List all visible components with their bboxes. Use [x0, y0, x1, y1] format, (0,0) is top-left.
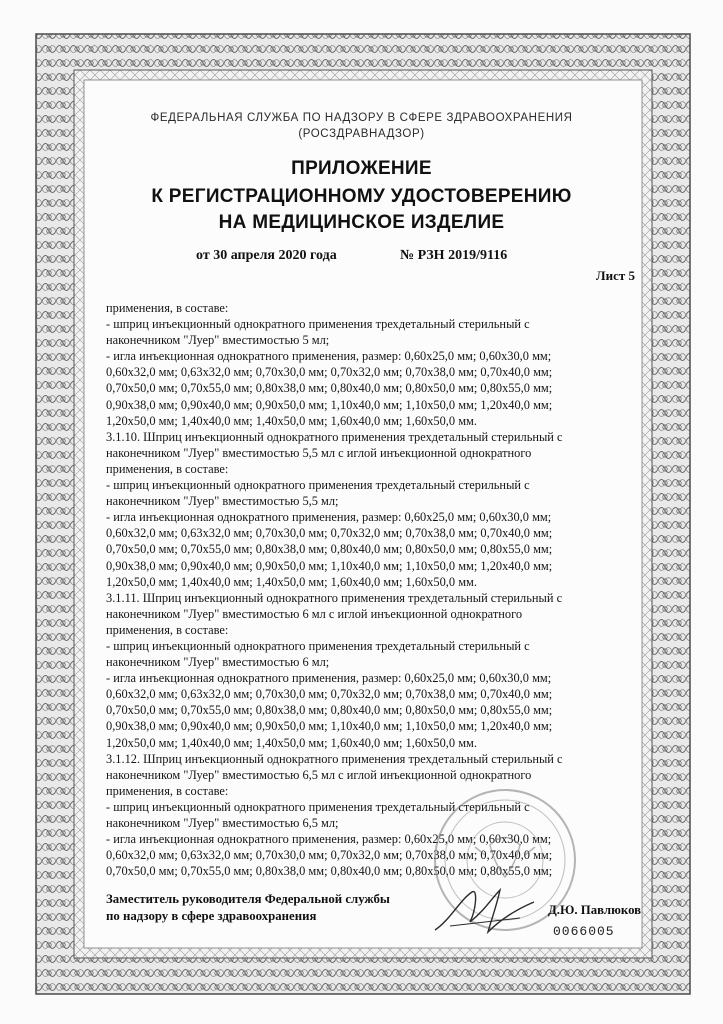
body-line: - шприц инъекционный однократного применения трехдетальный стерильный с	[106, 478, 530, 493]
body-line: 3.1.12. Шприц инъекционный однократного применения трехдетальный стерильный с	[106, 751, 563, 766]
signer-title-line2: по надзору в сфере здравоохранения	[106, 909, 317, 923]
signer-title	[106, 891, 390, 925]
body-line: наконечником "Луер" вместимостью 5 мл;	[106, 333, 330, 348]
body-line: наконечником "Луер" вместимостью 5,5 мл;	[106, 494, 339, 509]
body-line: 3.1.11. Шприц инъекционный однократного применения трехдетальный стерильный с	[106, 590, 563, 605]
body-line: 0,60х32,0 мм; 0,63х32,0 мм; 0,70х30,0 мм; 0,70х32,0 мм; 0,70х38,0 мм; 0,70х40,0 мм;	[106, 687, 553, 702]
body-line: наконечником "Луер" вместимостью 6 мл;	[106, 655, 330, 670]
body-line: наконечником "Луер" вместимостью 5,5 мл с иглой инъекционной однократного	[106, 445, 532, 460]
body-line: 0,70х50,0 мм; 0,70х55,0 мм; 0,80х38,0 мм; 0,80х40,0 мм; 0,80х50,0 мм; 0,80х55,0 мм;	[106, 381, 553, 396]
body-line: 3.1.10. Шприц инъекционный однократного применения трехдетальный стерильный с	[106, 429, 563, 444]
body-line: 0,60х32,0 мм; 0,63х32,0 мм; 0,70х30,0 мм; 0,70х32,0 мм; 0,70х38,0 мм; 0,70х40,0 мм;	[106, 365, 553, 380]
body-line: 1,20х50,0 мм; 1,40х40,0 мм; 1,40х50,0 мм; 1,60х40,0 мм; 1,60х50,0 мм.	[106, 574, 477, 589]
form-serial-number: 0066005	[553, 924, 615, 939]
issue-date: от 30 апреля 2020 года	[196, 248, 337, 263]
body-line: 0,70х50,0 мм; 0,70х55,0 мм; 0,80х38,0 мм; 0,80х40,0 мм; 0,80х50,0 мм; 0,80х55,0 мм;	[106, 864, 553, 879]
body-line: наконечником "Луер" вместимостью 6,5 мл;	[106, 816, 339, 830]
body-line: 0,90х38,0 мм; 0,90х40,0 мм; 0,90х50,0 мм; 1,10х40,0 мм; 1,10х50,0 мм; 1,20х40,0 мм;	[106, 719, 553, 734]
document-subtitle-1: К РЕГИСТРАЦИОННОМУ УДОСТОВЕРЕНИЮ	[151, 186, 572, 207]
agency-short-name: (РОСЗДРАВНАДЗОР)	[298, 128, 425, 140]
body-line: наконечником "Луер" вместимостью 6 мл с иглой инъекционной однократного	[106, 606, 523, 621]
body-line: применения, в составе:	[106, 301, 229, 315]
body-line: применения, в составе:	[106, 783, 229, 798]
body-line: - игла инъекционная однократного применения, размер: 0,60х25,0 мм; 0,60х30,0 мм;	[106, 510, 552, 525]
document-title: ПРИЛОЖЕНИЕ	[291, 158, 432, 179]
signature-icon	[430, 880, 540, 940]
body-line: 1,20х50,0 мм; 1,40х40,0 мм; 1,40х50,0 мм; 1,60х40,0 мм; 1,60х50,0 мм.	[106, 735, 477, 750]
body-line: применения, в составе:	[106, 461, 229, 476]
agency-name: ФЕДЕРАЛЬНАЯ СЛУЖБА ПО НАДЗОРУ В СФЕРЕ ЗДРАВООХРАНЕНИЯ	[150, 112, 573, 124]
body-line: 0,70х50,0 мм; 0,70х55,0 мм; 0,80х38,0 мм; 0,80х40,0 мм; 0,80х50,0 мм; 0,80х55,0 мм;	[106, 542, 553, 557]
body-line: - шприц инъекционный однократного применения трехдетальный стерильный с	[106, 638, 530, 653]
document-subtitle-2: НА МЕДИЦИНСКОЕ ИЗДЕЛИЕ	[218, 212, 505, 233]
signer-name: Д.Ю. Павлюков	[548, 903, 642, 917]
body-line: 1,20х50,0 мм; 1,40х40,0 мм; 1,40х50,0 мм; 1,60х40,0 мм; 1,60х50,0 мм.	[106, 413, 477, 428]
body-line: 0,60х32,0 мм; 0,63х32,0 мм; 0,70х30,0 мм; 0,70х32,0 мм; 0,70х38,0 мм; 0,70х40,0 мм;	[106, 848, 553, 863]
body-line: - шприц инъекционный однократного применения трехдетальный стерильный с	[106, 317, 530, 332]
sheet-number: Лист 5	[595, 268, 635, 283]
body-line: 0,90х38,0 мм; 0,90х40,0 мм; 0,90х50,0 мм; 1,10х40,0 мм; 1,10х50,0 мм; 1,20х40,0 мм;	[106, 558, 553, 573]
body-line: - игла инъекционная однократного применения, размер: 0,60х25,0 мм; 0,60х30,0 мм;	[106, 832, 552, 847]
body-line: 0,90х38,0 мм; 0,90х40,0 мм; 0,90х50,0 мм; 1,10х40,0 мм; 1,10х50,0 мм; 1,20х40,0 мм;	[106, 397, 553, 412]
body-line: 0,60х32,0 мм; 0,63х32,0 мм; 0,70х30,0 мм; 0,70х32,0 мм; 0,70х38,0 мм; 0,70х40,0 мм;	[106, 526, 553, 541]
body-line: применения, в составе:	[106, 622, 229, 637]
signer-title-line1: Заместитель руководителя Федеральной службы	[106, 892, 390, 906]
body-line: наконечником "Луер" вместимостью 6,5 мл с иглой инъекционной однократного	[106, 767, 532, 782]
body-line: 0,70х50,0 мм; 0,70х55,0 мм; 0,80х38,0 мм; 0,80х40,0 мм; 0,80х50,0 мм; 0,80х55,0 мм;	[106, 703, 553, 718]
body-line: - игла инъекционная однократного применения, размер: 0,60х25,0 мм; 0,60х30,0 мм;	[106, 671, 552, 686]
body-line: - игла инъекционная однократного применения, размер: 0,60х25,0 мм; 0,60х30,0 мм;	[106, 349, 552, 364]
registration-number: № РЗН 2019/9116	[400, 248, 508, 263]
body-line: - шприц инъекционный однократного применения трехдетальный стерильный с	[106, 799, 530, 814]
